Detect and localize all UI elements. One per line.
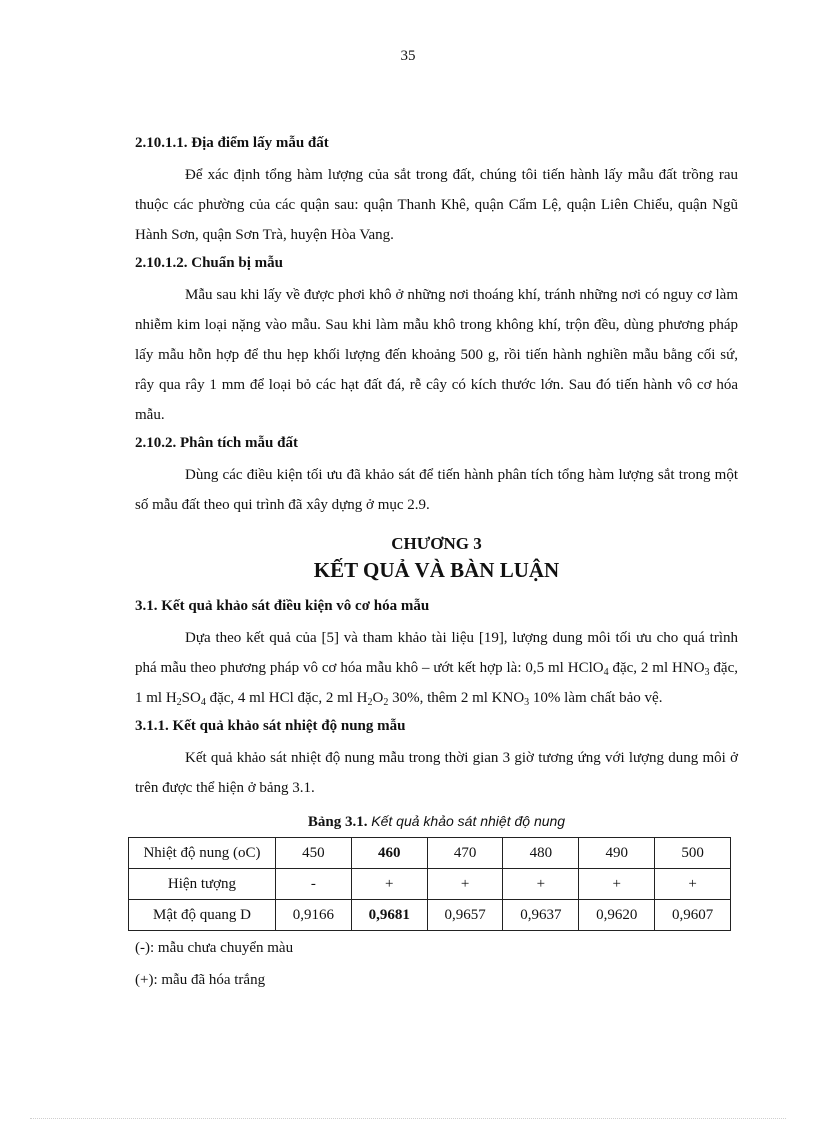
page-bottom-divider [30,1118,786,1119]
chapter-title: KẾT QUẢ VÀ BÀN LUẬN [313,558,560,582]
section-heading-3-1: 3.1. Kết quả khảo sát điều kiện vô cơ hóa mẫu [135,598,430,614]
table-cell: 0,9620 [579,900,655,931]
table-cell: + [351,869,427,900]
chapter-label: CHƯƠNG 3 [391,534,482,553]
table-cell: + [579,869,655,900]
table-row-header: Hiện tượng [129,869,276,900]
table-cell: 0,9681 [351,900,427,931]
table-cell: 0,9637 [503,900,579,931]
table-cell: 500 [655,838,731,869]
section-paragraph-3-1: Dựa theo kết quả của [5] và tham khảo tài liệu [19], lượng dung môi tối ưu cho quá trình phá mẫu theo phương pháp vô cơ hóa mẫu khô – ướt kết hợp là: 0,5 ml HClO$_4$ đặc, 2 ml $HNO_3$ đặc, 1 ml $H_2SO_4$ đặc, 4 ml HCl đặc, 2 ml $H_2O_2$ 30%, thêm 2 ml $KNO_3$ 10% làm chất bảo vệ. [135,630,738,708]
section-paragraph-2-10-2: Dùng các điều kiện tối ưu đã khảo sát để tiến hành phân tích tổng hàm lượng sắt trong một số mẫu đất theo qui trình đã xây dựng ở mục 2.9. [135,467,738,513]
table-caption-label: Bảng 3.1. [307,814,368,830]
table-cell: 450 [276,838,352,869]
page-number: 35 [400,48,416,64]
table-cell: 0,9166 [276,900,352,931]
section-paragraph-2-10-1-2: Mẫu sau khi lấy về được phơi khô ở những nơi thoáng khí, tránh những nơi có nguy cơ làm nhiễm kim loại nặng vào mẫu. Sau khi làm mẫu khô trong không khí, trộn đều, dùng phương pháp lấy mẫu hỗn hợp để thu hẹp khối lượng đến khoảng 500 g, rồi tiến hành nghiền mẫu bằng cối sứ, rây qua rây 1 mm để loại bỏ các hạt đất đá, rễ cây có kích thước lớn. Sau đó tiến hành vô cơ hóa mẫu. [135,287,738,423]
table-row [129,838,731,869]
table-cell: 480 [503,838,579,869]
section-heading-2-10-2: 2.10.2. Phân tích mẫu đất [135,435,298,451]
table-row-header: Mật độ quang D [129,900,276,931]
table-caption [135,813,738,831]
table-cell: 0,9607 [655,900,731,931]
table-cell: - [276,869,352,900]
table-row [129,900,731,931]
table-cell: 470 [427,838,503,869]
section-paragraph-2-10-1-1: Để xác định tổng hàm lượng của sắt trong đất, chúng tôi tiến hành lấy mẫu đất trồng rau thuộc các phường của các quận sau: quận Thanh Khê, quận Cẩm Lệ, quận Liên Chiểu, quận Ngũ Hành Sơn, quận Sơn Trà, huyện Hòa Vang. [135,167,738,243]
table-cell: + [427,869,503,900]
table-cell: + [655,869,731,900]
section-paragraph-3-1-1: Kết quả khảo sát nhiệt độ nung mẫu trong thời gian 3 giờ tương ứng với lượng dung môi ở trên được thể hiện ở bảng 3.1. [135,750,738,796]
section-heading-3-1-1: 3.1.1. Kết quả khảo sát nhiệt độ nung mẫu [135,718,406,734]
table-cell: + [503,869,579,900]
table-caption-title: Kết quả khảo sát nhiệt độ nung [371,813,566,829]
note-plus: (+): mẫu đã hóa trắng [135,972,266,988]
table-cell: 0,9657 [427,900,503,931]
table-row [129,869,731,900]
results-table [128,837,731,931]
table-cell: 490 [579,838,655,869]
page-content [135,132,738,995]
table-cell: 460 [351,838,427,869]
note-minus: (-): mẫu chưa chuyển màu [135,940,294,956]
table-row-header: Nhiệt độ nung (oC) [129,838,276,869]
section-heading-2-10-1-2: 2.10.1.2. Chuẩn bị mẫu [135,255,283,271]
section-heading-2-10-1-1: 2.10.1.1. Địa điểm lấy mẫu đất [135,135,329,151]
